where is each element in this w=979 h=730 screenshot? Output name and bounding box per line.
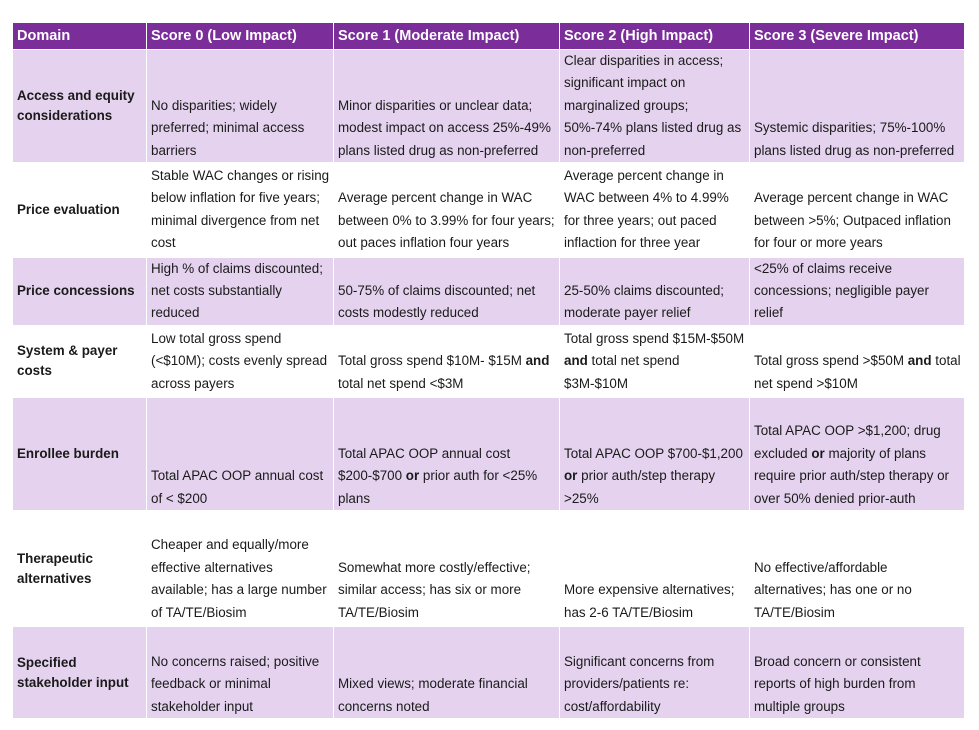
- score-0-cell: Low total gross spend (<$10M); costs evenly spread across payers: [147, 326, 334, 396]
- score-2-text-b: prior auth/step therapy >25%: [564, 468, 716, 506]
- score-0-cell: Cheaper and equally/more effective alternatives available; has a large number of TA/TE/Biosim: [147, 512, 334, 626]
- domain-cell: Price concessions: [13, 256, 147, 326]
- table-row-access-equity: [13, 50, 965, 164]
- table-row-therapeutic-alternatives: [13, 512, 965, 626]
- table-row-enrollee-burden: [13, 397, 965, 512]
- score-3-cell: [750, 326, 965, 396]
- score-3-text-a: Total gross spend >$50M: [754, 353, 904, 369]
- score-2-cell: Clear disparities in access; significant impact on marginalized groups; 50%-74% plans listed drug as non-preferred: [560, 50, 750, 164]
- score-2-text-a: Total APAC OOP $700-$1,200: [564, 445, 743, 461]
- domain-cell: System & payer costs: [13, 326, 147, 396]
- score-2-cell: More expensive alternatives; has 2-6 TA/TE/Biosim: [560, 512, 750, 626]
- score-2-cell: Average percent change in WAC between 4% to 4.99% for three years; out paced inflaction for three year: [560, 164, 750, 257]
- impact-scoring-table-container: [12, 22, 964, 721]
- score-2-cell: [560, 326, 750, 396]
- header-row: [13, 23, 965, 50]
- score-0-cell: Stable WAC changes or rising below inflation for five years; minimal divergence from net cost: [147, 164, 334, 257]
- score-3-text-b: majority of plans require prior auth/step therapy or over 50% denied prior-auth: [754, 445, 950, 506]
- table-row-price-concessions: [13, 256, 965, 326]
- score-1-cell: [334, 326, 560, 396]
- score-3-cell: Broad concern or consistent reports of high burden from multiple groups: [750, 626, 965, 720]
- score-1-keyword: and: [525, 353, 550, 369]
- table-row-stakeholder-input: [13, 626, 965, 720]
- domain-cell: Enrollee burden: [13, 397, 147, 512]
- score-2-cell: Significant concerns from providers/patients re: cost/affordability: [560, 626, 750, 720]
- score-0-cell: Total APAC OOP annual cost of < $200: [147, 397, 334, 512]
- score-3-keyword: or: [811, 445, 825, 461]
- header-score-3: Score 3 (Severe Impact): [750, 23, 965, 50]
- header-score-1: Score 1 (Moderate Impact): [334, 23, 560, 50]
- score-2-cell: [560, 397, 750, 512]
- score-1-keyword: or: [405, 468, 420, 484]
- score-3-keyword: and: [907, 353, 932, 369]
- score-3-text-b: total net spend >$10M: [754, 353, 961, 391]
- score-1-cell: Somewhat more costly/effective; similar access; has six or more TA/TE/Biosim: [334, 512, 560, 626]
- score-3-cell: <25% of claims receive concessions; negligible payer relief: [750, 256, 965, 326]
- header-domain: Domain: [13, 23, 147, 50]
- score-2-cell: 25-50% claims discounted; moderate payer relief: [560, 256, 750, 326]
- score-1-text-a: Total APAC OOP annual cost $200-$700: [338, 445, 511, 484]
- table-row-price-evaluation: [13, 164, 965, 257]
- header-score-2: Score 2 (High Impact): [560, 23, 750, 50]
- score-1-cell: 50-75% of claims discounted; net costs modestly reduced: [334, 256, 560, 326]
- table-body: [13, 50, 965, 720]
- score-3-cell: Systemic disparities; 75%-100% plans listed drug as non-preferred: [750, 50, 965, 164]
- score-2-keyword: or: [564, 468, 578, 484]
- score-1-text-a: Total gross spend $10M- $15M: [338, 353, 522, 369]
- score-1-cell: Mixed views; moderate financial concerns noted: [334, 626, 560, 720]
- table-row-system-payer-costs: [13, 326, 965, 396]
- score-3-cell: Average percent change in WAC between >5%; Outpaced inflation for four or more years: [750, 164, 965, 257]
- score-2-text-a: Total gross spend $15M-$50M: [564, 330, 745, 346]
- score-3-text-a: Total APAC OOP >$1,200; drug excluded: [754, 423, 941, 461]
- score-1-cell: Average percent change in WAC between 0% to 3.99% for four years; out paces inflation four years: [334, 164, 560, 257]
- header-score-0: Score 0 (Low Impact): [147, 23, 334, 50]
- impact-scoring-table: [12, 22, 965, 721]
- score-1-cell: Minor disparities or unclear data; modest impact on access 25%-49% plans listed drug as non-preferred: [334, 50, 560, 164]
- domain-cell: Price evaluation: [13, 164, 147, 257]
- score-2-keyword: and: [564, 353, 588, 369]
- domain-cell: Therapeutic alternatives: [13, 512, 147, 626]
- score-0-cell: No disparities; widely preferred; minimal access barriers: [147, 50, 334, 164]
- score-1-cell: [334, 397, 560, 512]
- score-0-cell: No concerns raised; positive feedback or minimal stakeholder input: [147, 626, 334, 720]
- score-1-text-b: total net spend <$3M: [338, 375, 464, 391]
- score-3-cell: No effective/affordable alternatives; has one or no TA/TE/Biosim: [750, 512, 965, 626]
- score-2-text-b: total net spend $3M-$10M: [564, 353, 680, 391]
- score-3-cell: [750, 397, 965, 512]
- table-header: [13, 23, 965, 50]
- score-0-cell: High % of claims discounted; net costs substantially reduced: [147, 256, 334, 326]
- domain-cell: Specified stakeholder input: [13, 626, 147, 720]
- score-1-text-b: prior auth for <25% plans: [338, 468, 538, 506]
- domain-cell: Access and equity considerations: [13, 50, 147, 164]
